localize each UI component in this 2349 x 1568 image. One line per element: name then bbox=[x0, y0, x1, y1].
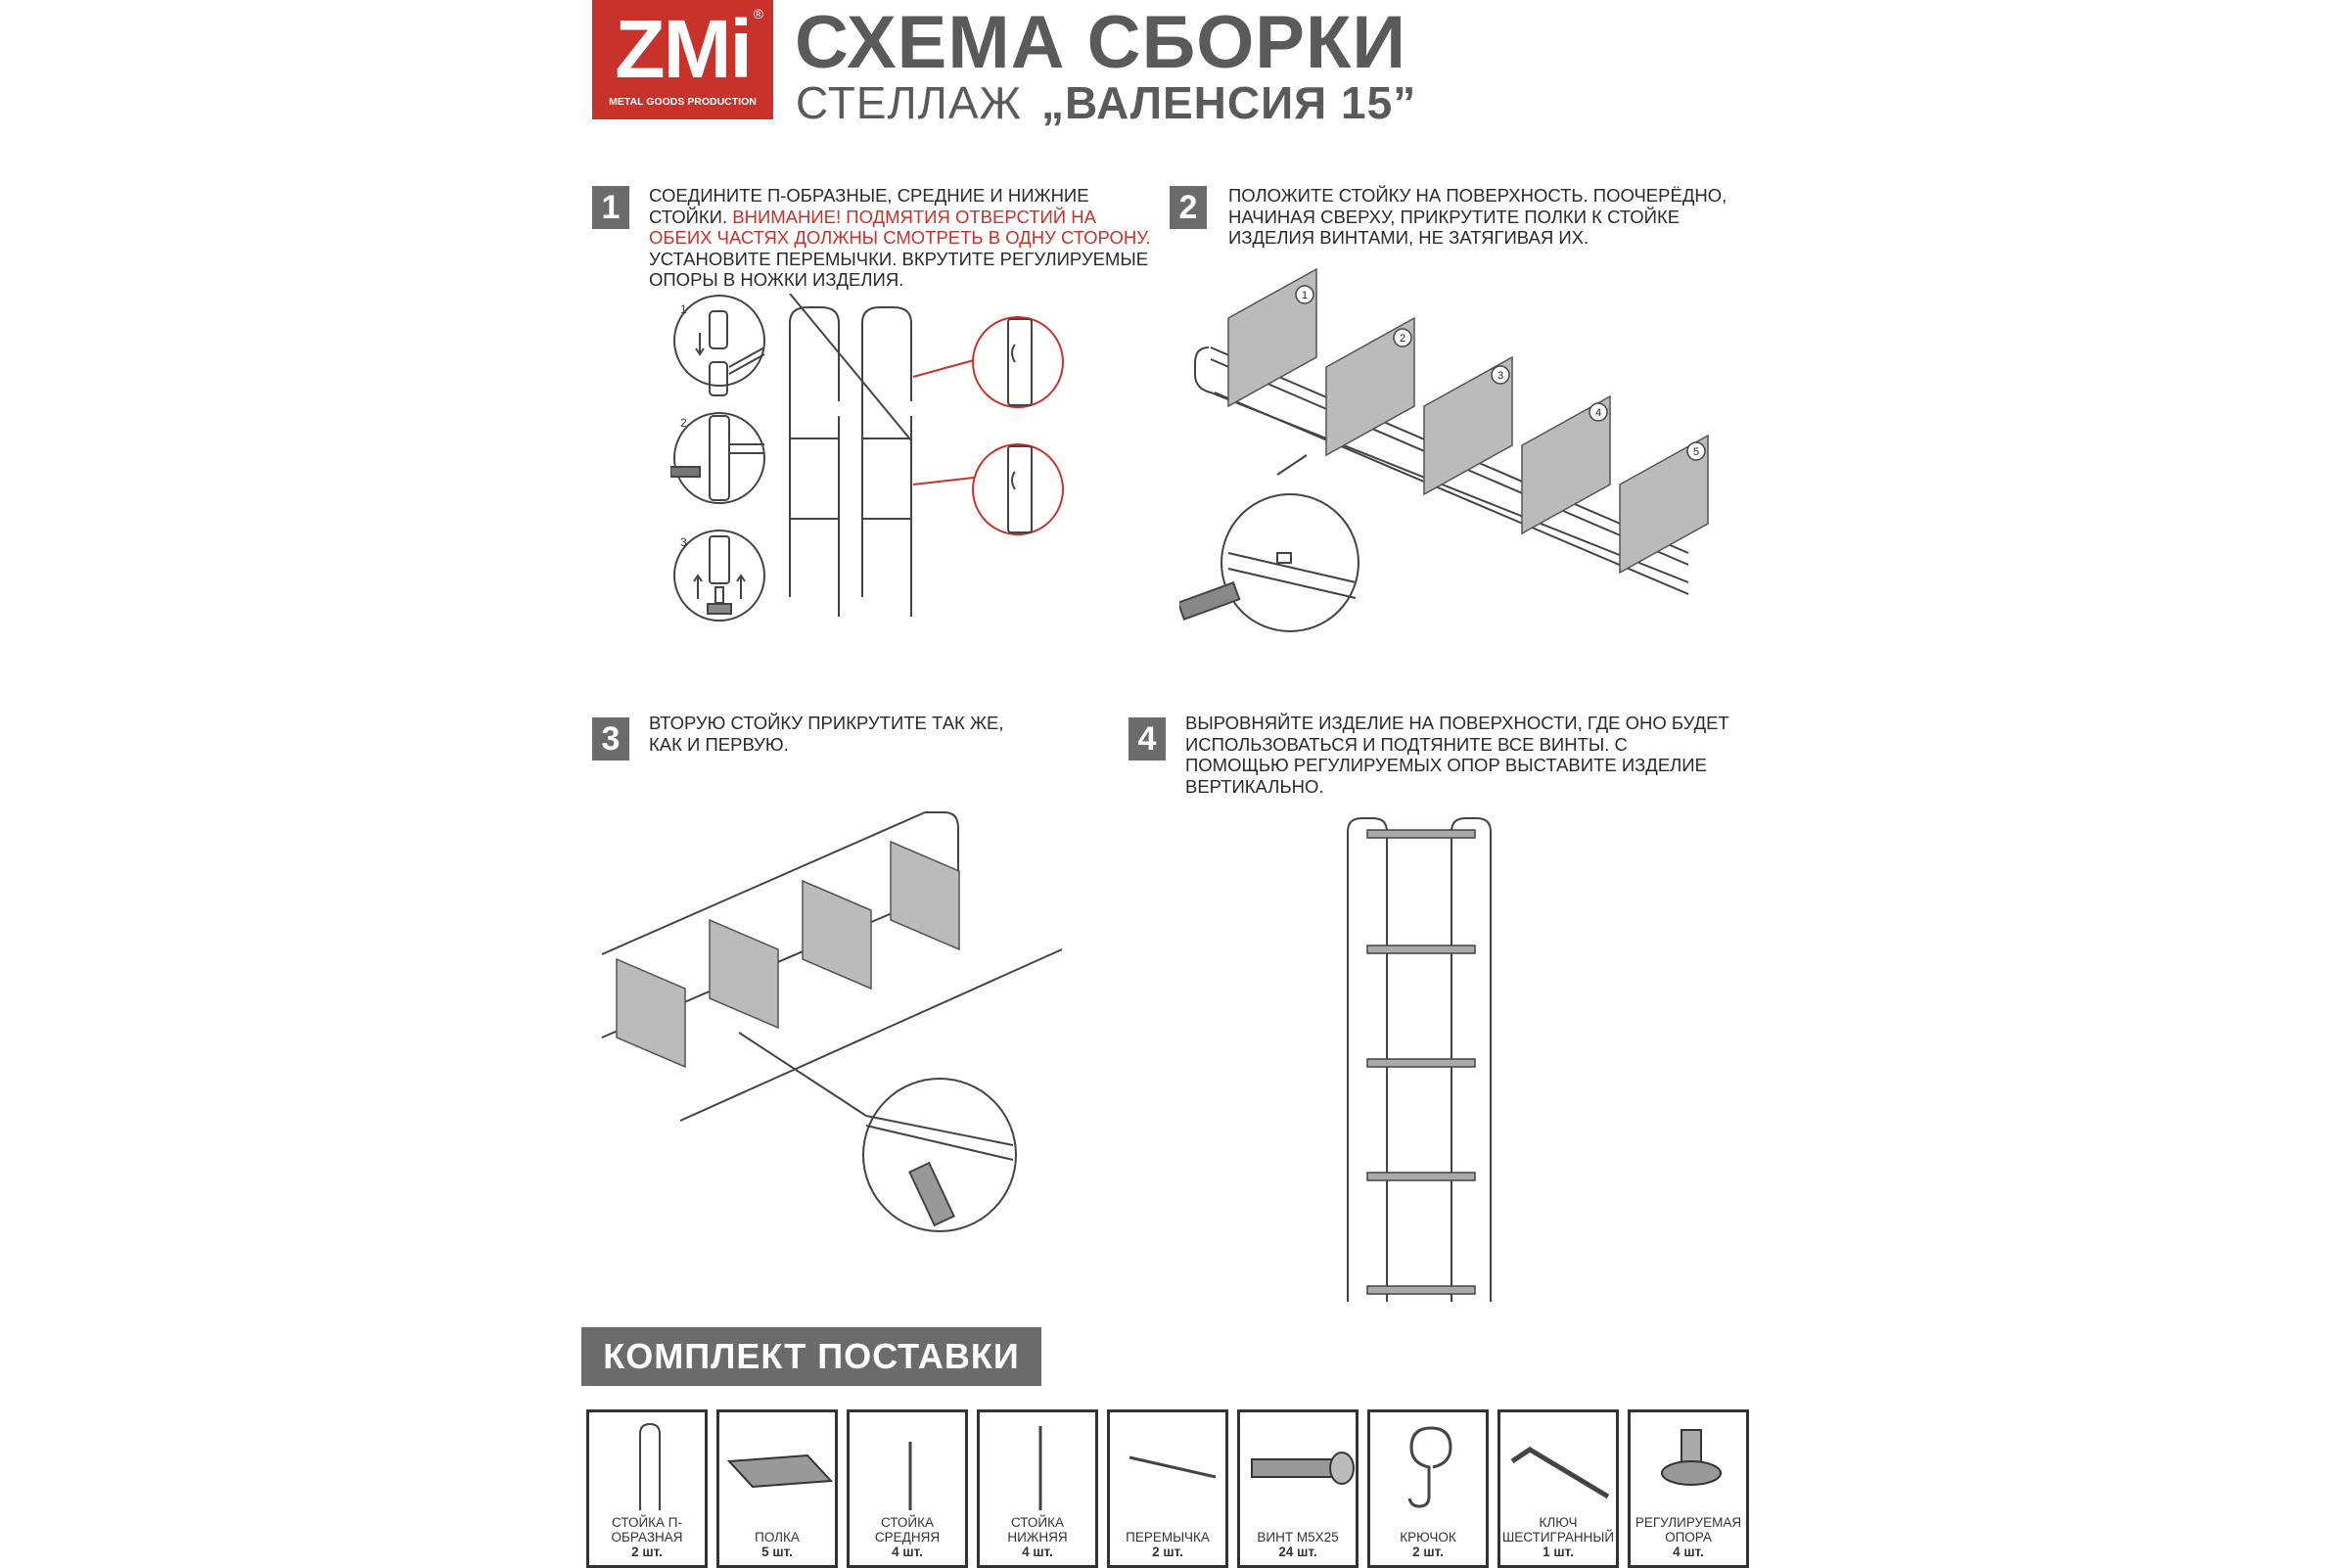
kit-item-label bbox=[589, 1515, 705, 1559]
step-4-illustration bbox=[1336, 812, 1551, 1321]
kit-item-label bbox=[850, 1515, 965, 1559]
kit-item-qty: 2 шт. bbox=[631, 1545, 663, 1559]
kit-item-label bbox=[1631, 1515, 1746, 1559]
kit-item-label bbox=[719, 1530, 835, 1559]
kit-item-bottom-post bbox=[977, 1409, 1098, 1568]
bottom-post-icon bbox=[980, 1412, 1101, 1520]
logo-registered: ® bbox=[753, 6, 763, 22]
kit-item-qty: 2 шт. bbox=[1412, 1545, 1444, 1559]
step-1-illustration bbox=[670, 294, 1140, 666]
kit-item-u-post bbox=[586, 1409, 708, 1568]
kit-item-shelf bbox=[716, 1409, 838, 1568]
step-3-illustration bbox=[592, 803, 1160, 1272]
page-subtitle bbox=[796, 76, 1416, 129]
step-2-illustration bbox=[1179, 259, 1767, 651]
callout-3: 3 bbox=[680, 535, 687, 549]
kit-item-label bbox=[1370, 1530, 1486, 1559]
kit-item-name: ВИНТ М5Х25 bbox=[1257, 1530, 1339, 1545]
shelf-label-5: 5 bbox=[1692, 446, 1700, 458]
kit-item-name: КЛЮЧ ШЕСТИГРАННЫЙ bbox=[1501, 1515, 1615, 1545]
product-name: „ВАЛЕНСИЯ 15” bbox=[1041, 77, 1417, 128]
step-1-instruction: СОЕДИНИТЕ П-ОБРАЗНЫЕ, СРЕДНИЕ И НИЖНИЕ СТОЙКИ. bbox=[649, 185, 1089, 227]
callout-1: 1 bbox=[680, 302, 687, 316]
kit-title: КОМПЛЕКТ ПОСТАВКИ bbox=[581, 1327, 1041, 1386]
kit-item-qty: 4 шт. bbox=[1022, 1545, 1053, 1559]
kit-item-name: ПОЛКА bbox=[755, 1530, 800, 1545]
step-2-text: ПОЛОЖИТЕ СТОЙКУ НА ПОВЕРХНОСТЬ. ПООЧЕРЁДНО, НАЧИНАЯ СВЕРХУ, ПРИКРУТИТЕ ПОЛКИ К СТОЙКЕ ИЗДЕЛИЯ ВИНТАМИ, НЕ ЗАТЯГИВАЯ ИХ. bbox=[1228, 185, 1727, 248]
kit-item-qty: 24 шт. bbox=[1278, 1545, 1317, 1559]
kit-item-adjustable-foot bbox=[1628, 1409, 1749, 1568]
zmi-logo bbox=[592, 0, 773, 119]
step-1-number: 1 bbox=[592, 186, 629, 229]
kit-item-qty: 1 шт. bbox=[1543, 1545, 1574, 1559]
shelf-label-2: 2 bbox=[1399, 333, 1406, 345]
kit-item-label bbox=[1240, 1530, 1356, 1559]
hex-key-icon bbox=[1500, 1412, 1622, 1520]
kit-item-crossbar bbox=[1107, 1409, 1228, 1568]
crossbar-icon bbox=[1110, 1412, 1231, 1520]
step-4-text: ВЫРОВНЯЙТЕ ИЗДЕЛИЕ НА ПОВЕРХНОСТИ, ГДЕ ОНО БУДЕТ ИСПОЛЬЗОВАТЬСЯ И ПОДТЯНИТЕ ВСЕ ВИНТЫ. С ПОМОЩЬЮ РЕГУЛИРУЕМЫХ ОПОР ВЫСТАВИТЕ ИЗДЕЛИЕ ВЕРТИКАЛЬНО. bbox=[1185, 713, 1729, 797]
kit-item-qty: 4 шт. bbox=[1673, 1545, 1704, 1559]
kit-item-middle-post bbox=[847, 1409, 968, 1568]
kit-item-label bbox=[1500, 1515, 1616, 1559]
middle-post-icon bbox=[850, 1412, 971, 1520]
shelf-label-4: 4 bbox=[1594, 407, 1602, 419]
callout-2: 2 bbox=[680, 416, 687, 430]
kit-item-name: СТОЙКА П-ОБРАЗНАЯ bbox=[611, 1515, 683, 1545]
hook-icon bbox=[1370, 1412, 1492, 1520]
step-3-text: ВТОРУЮ СТОЙКУ ПРИКРУТИТЕ ТАК ЖЕ, КАК И ПЕРВУЮ. bbox=[649, 713, 1004, 755]
step-2-number: 2 bbox=[1170, 186, 1207, 229]
adjustable-foot-icon bbox=[1631, 1412, 1752, 1520]
kit-item-qty: 5 шт. bbox=[761, 1545, 793, 1559]
kit-item-hex-key bbox=[1497, 1409, 1619, 1568]
screw-icon bbox=[1240, 1412, 1361, 1520]
page-title: СХЕМА СБОРКИ bbox=[795, 1, 1407, 84]
shelf-icon bbox=[719, 1412, 841, 1520]
shelf-label-1: 1 bbox=[1301, 290, 1309, 301]
kit-item-name: СТОЙКА СРЕДНЯЯ bbox=[874, 1515, 941, 1545]
kit-item-name: СТОЙКА НИЖНЯЯ bbox=[1007, 1515, 1068, 1545]
logo-mark: ZMi bbox=[615, 3, 751, 95]
step-1-text bbox=[649, 185, 1158, 291]
subtitle-prefix: СТЕЛЛАЖ bbox=[796, 77, 1023, 128]
step-1-instruction-cont: УСТАНОВИТЕ ПЕРЕМЫЧКИ. ВКРУТИТЕ РЕГУЛИРУЕМЫЕ ОПОРЫ В НОЖКИ ИЗДЕЛИЯ. bbox=[649, 248, 1149, 290]
u-post-icon bbox=[589, 1412, 711, 1520]
step-1-warning: ВНИМАНИЕ! ПОДМЯТИЯ ОТВЕРСТИЙ НА ОБЕИХ ЧАСТЯХ ДОЛЖНЫ СМОТРЕТЬ В ОДНУ СТОРОНУ. bbox=[649, 206, 1151, 248]
kit-item-hook bbox=[1367, 1409, 1489, 1568]
kit-item-screw bbox=[1237, 1409, 1359, 1568]
kit-item-name: ПЕРЕМЫЧКА bbox=[1126, 1530, 1210, 1545]
kit-item-qty: 2 шт. bbox=[1152, 1545, 1183, 1559]
kit-item-name: РЕГУЛИРУЕМАЯ ОПОРА bbox=[1635, 1515, 1742, 1545]
step-3-number: 3 bbox=[592, 717, 629, 761]
kit-item-label bbox=[980, 1515, 1095, 1559]
kit-item-name: КРЮЧОК bbox=[1400, 1530, 1456, 1545]
logo-subtitle: METAL GOODS PRODUCTION bbox=[609, 96, 757, 108]
step-4-number: 4 bbox=[1128, 717, 1166, 761]
assembly-sheet bbox=[592, 0, 1767, 1566]
shelf-label-3: 3 bbox=[1497, 370, 1504, 382]
kit-item-label bbox=[1110, 1530, 1225, 1559]
kit-item-qty: 4 шт. bbox=[892, 1545, 923, 1559]
